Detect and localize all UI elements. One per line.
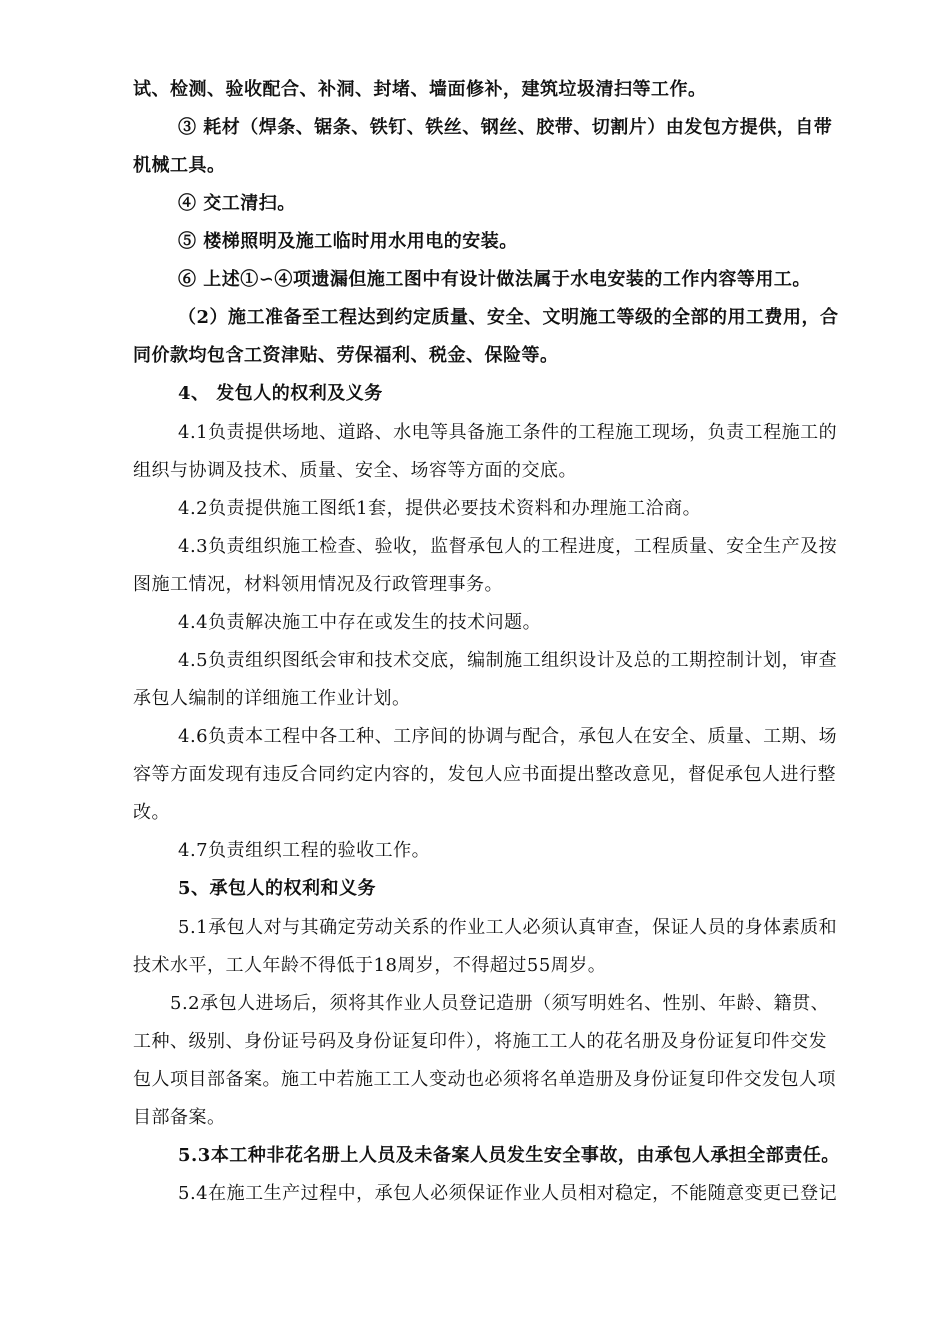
list-item-5: ⑤ 楼梯照明及施工临时用水用电的安装。 — [178, 231, 518, 252]
paragraph-line: 改。 — [133, 802, 170, 823]
clause-4-3: 4.3负责组织施工检查、验收，监督承包人的工程进度，工程质量、安全生产及按 — [178, 536, 838, 557]
paragraph-line: 容等方面发现有违反合同约定内容的，发包人应书面提出整改意见，督促承包人进行整 — [133, 764, 836, 785]
paragraph-line: 同价款均包含工资津贴、劳保福利、税金、保险等。 — [133, 345, 559, 366]
paragraph-line: 承包人编制的详细施工作业计划。 — [133, 688, 411, 709]
clause-4-1: 4.1负责提供场地、道路、水电等具备施工条件的工程施工现场，负责工程施工的 — [178, 422, 838, 443]
clause-4-6: 4.6负责本工程中各工种、工序间的协调与配合，承包人在安全、质量、工期、场 — [178, 726, 838, 747]
paragraph-line: 图施工情况，材料领用情况及行政管理事务。 — [133, 574, 503, 595]
paragraph-line: 组织与协调及技术、质量、安全、场容等方面的交底。 — [133, 460, 577, 481]
section-heading-4: 4、 发包人的权利及义务 — [178, 383, 383, 404]
paragraph-line: 试、检测、验收配合、补洞、封堵、墙面修补，建筑垃圾清扫等工作。 — [133, 79, 707, 100]
paragraph-line: （2）施工准备至工程达到约定质量、安全、文明施工等级的全部的用工费用，合 — [178, 307, 839, 328]
paragraph-line: 包人项目部备案。施工中若施工工人变动也必须将名单造册及身份证复印件交发包人项 — [133, 1069, 836, 1090]
list-item-4: ④ 交工清扫。 — [178, 193, 296, 214]
clause-5-1: 5.1承包人对与其确定劳动关系的作业工人必须认真审查，保证人员的身体素质和 — [178, 917, 838, 938]
list-item-6: ⑥ 上述①∽④项遗漏但施工图中有设计做法属于水电安装的工作内容等用工。 — [178, 269, 811, 290]
clause-5-2: 5.2承包人进场后，须将其作业人员登记造册（须写明姓名、性别、年龄、籍贯、 — [170, 993, 830, 1014]
list-item-3: ③ 耗材（焊条、锯条、铁钉、铁丝、钢丝、胶带、切割片）由发包方提供，自带 — [178, 117, 833, 138]
clause-4-4: 4.4负责解决施工中存在或发生的技术问题。 — [178, 612, 542, 633]
clause-4-2: 4.2负责提供施工图纸1套，提供必要技术资料和办理施工洽商。 — [178, 498, 702, 519]
paragraph-line: 技术水平，工人年龄不得低于18周岁，不得超过55周岁。 — [133, 955, 607, 976]
paragraph-line: 目部备案。 — [133, 1107, 226, 1128]
clause-4-5: 4.5负责组织图纸会审和技术交底，编制施工组织设计及总的工期控制计划，审查 — [178, 650, 838, 671]
clause-4-7: 4.7负责组织工程的验收工作。 — [178, 840, 431, 861]
paragraph-line: 机械工具。 — [133, 155, 226, 176]
section-heading-5: 5、承包人的权利和义务 — [178, 878, 377, 899]
paragraph-line: 工种、级别、身份证号码及身份证复印件），将施工工人的花名册及身份证复印件交发 — [133, 1031, 827, 1052]
clause-5-3: 5.3本工种非花名册上人员及未备案人员发生安全事故，由承包人承担全部责任。 — [178, 1145, 840, 1166]
clause-5-4: 5.4在施工生产过程中，承包人必须保证作业人员相对稳定，不能随意变更已登记 — [178, 1183, 838, 1204]
